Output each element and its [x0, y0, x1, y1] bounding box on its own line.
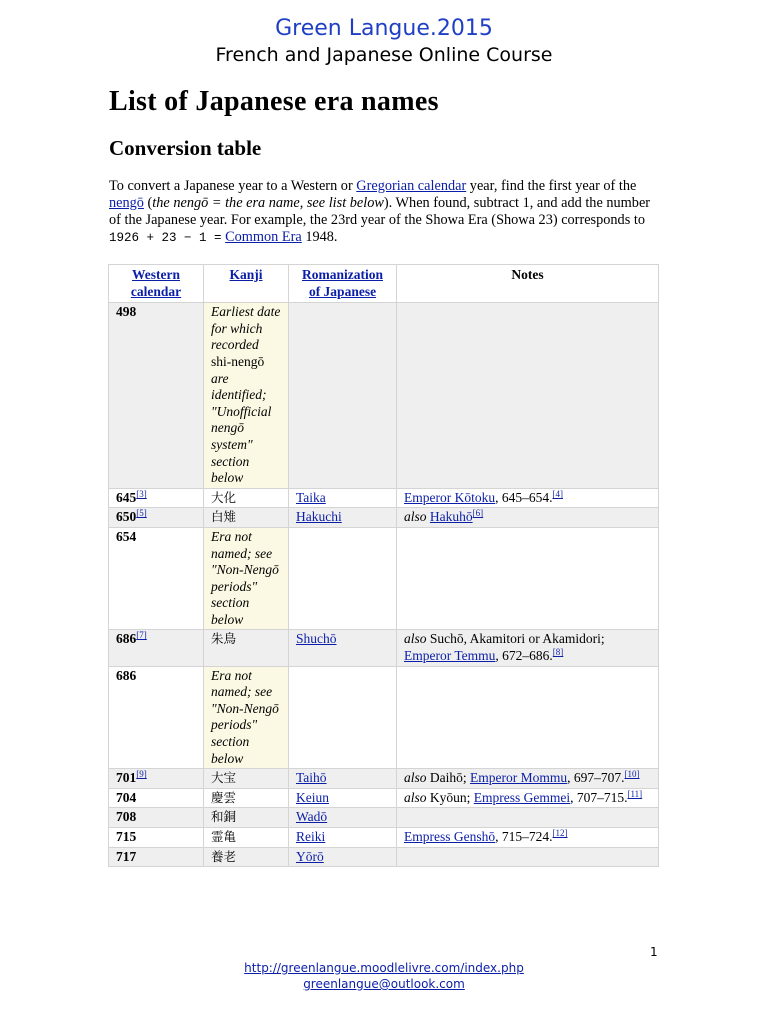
table-row	[109, 788, 659, 808]
year-cell	[109, 508, 204, 528]
romanization-cell	[289, 508, 397, 528]
year-value: 654	[116, 528, 137, 544]
year-value: 715	[116, 829, 137, 844]
year-value: 701	[116, 770, 137, 786]
romanization-cell	[289, 303, 397, 489]
course-title: French and Japanese Online Course	[215, 44, 553, 66]
kanji-cell: 養老	[204, 847, 289, 867]
notes-text-1: Kyōun;	[426, 789, 474, 805]
ref-link[interactable]: [7]	[136, 630, 147, 641]
ref-link[interactable]: [9]	[136, 769, 147, 780]
notes-cell	[397, 769, 659, 789]
romanization-link[interactable]: Hakuchi	[296, 509, 342, 525]
romanization-cell	[289, 527, 397, 630]
romanization-cell	[289, 630, 397, 666]
page-number: 1	[650, 945, 658, 959]
year-value: 704	[116, 789, 137, 805]
notes-italic: also	[404, 789, 427, 805]
header-western[interactable]	[109, 265, 204, 303]
romanization-link[interactable]: Taihō	[296, 770, 327, 786]
year-cell	[109, 527, 204, 630]
ref-link[interactable]: [10]	[624, 769, 640, 780]
year-value: 498	[116, 304, 137, 320]
year-cell	[109, 788, 204, 808]
section-title: Conversion table	[109, 136, 262, 160]
table-row	[109, 666, 659, 769]
year-value: 708	[116, 809, 137, 825]
notes-cell	[397, 788, 659, 808]
romanization-link[interactable]: Yōrō	[296, 848, 324, 864]
kanji-cell: 白雉	[204, 508, 289, 528]
notes-cell	[397, 847, 659, 867]
notes-text-1: Suchō, Akamitori or Akamidori;	[426, 631, 605, 647]
year-cell	[109, 828, 204, 848]
romanization-cell	[289, 828, 397, 848]
romanization-cell	[289, 847, 397, 867]
header-romanization[interactable]	[289, 265, 397, 303]
table-row	[109, 488, 659, 508]
notes-cell	[397, 828, 659, 848]
year-value: 686	[116, 667, 137, 683]
ref-link[interactable]: [8]	[552, 647, 564, 658]
romanization-link[interactable]: Wadō	[296, 809, 328, 825]
intro-italic-note: the nengō = the era name, see list below	[152, 195, 384, 211]
notes-link[interactable]: Emperor Kōtoku	[404, 489, 496, 505]
intro-text-4: ). When found, subtract 1, and add the number of the Japanese year. For example, the 23rd year of the Showa Era (Showa 23) corresponds to	[109, 195, 651, 228]
intro-text-5: 1948.	[301, 229, 338, 245]
notes-cell	[397, 666, 659, 769]
intro-formula: 1926 + 23 − 1 =	[109, 231, 222, 245]
notes-cell	[397, 303, 659, 489]
year-cell	[109, 630, 204, 666]
year-cell	[109, 847, 204, 867]
kanji-note-cell: Era not named; see "Non-Nengō periods" section below	[204, 527, 289, 630]
notes-text: , 715–724.	[495, 829, 553, 844]
year-cell	[109, 666, 204, 769]
notes-link[interactable]: Empress Genshō	[404, 829, 496, 844]
year-value: 645	[116, 489, 137, 505]
ref-link[interactable]: [5]	[136, 508, 147, 519]
year-cell	[109, 303, 204, 489]
romanization-link[interactable]: Taika	[296, 489, 326, 505]
romanization-cell	[289, 488, 397, 508]
page-title: List of Japanese era names	[109, 86, 439, 117]
intro-text-2: year, find the first year of the	[466, 178, 637, 194]
notes-text-1: Daihō;	[426, 770, 471, 786]
kanji-cell: 朱鳥	[204, 630, 289, 666]
kanji-cell: 霊亀	[204, 828, 289, 848]
kanji-note-cell	[204, 303, 289, 489]
notes-link[interactable]: Hakuhō	[429, 509, 473, 525]
intro-paragraph	[109, 178, 661, 247]
ref-link[interactable]: [6]	[472, 508, 484, 519]
intro-text-1: To convert a Japanese year to a Western or	[109, 178, 357, 194]
ref-link[interactable]: [12]	[552, 828, 568, 838]
table-row	[109, 527, 659, 630]
footer-url-link[interactable]: http://greenlangue.moodlelivre.com/index.php	[244, 961, 524, 975]
notes-text: , 707–715.	[570, 789, 628, 805]
nengo-link[interactable]: nengō	[109, 195, 144, 211]
notes-cell	[397, 508, 659, 528]
ref-link[interactable]: [3]	[136, 488, 147, 499]
table-row	[109, 808, 659, 828]
notes-cell	[397, 630, 659, 666]
table-row	[109, 828, 659, 848]
header-notes: Notes	[397, 265, 659, 303]
notes-link[interactable]: Emperor Temmu	[404, 648, 496, 664]
notes-link[interactable]: Emperor Mommu	[470, 770, 568, 786]
year-value: 686	[116, 631, 137, 647]
kanji-cell: 和銅	[204, 808, 289, 828]
notes-italic: also	[404, 509, 427, 525]
notes-italic: also	[404, 631, 427, 647]
kanji-cell: 大化	[204, 488, 289, 508]
kanji-cell: 慶雲	[204, 788, 289, 808]
ref-link[interactable]: [4]	[552, 488, 563, 499]
year-value: 650	[116, 509, 137, 525]
romanization-cell	[289, 788, 397, 808]
table-row	[109, 303, 659, 489]
notes-text: , 672–686.	[495, 648, 553, 664]
table-row	[109, 769, 659, 789]
common-era-link[interactable]: Common Era	[225, 229, 302, 245]
notes-italic: also	[404, 770, 427, 786]
brand-title: Green Langue.2015	[275, 16, 493, 41]
table-header-row	[109, 265, 659, 303]
kanji-note-plain: shi-nengō	[211, 353, 265, 369]
table-row	[109, 630, 659, 666]
romanization-cell	[289, 666, 397, 769]
intro-text-3: (	[143, 195, 153, 211]
notes-cell	[397, 488, 659, 508]
notes-text: , 645–654.	[495, 489, 553, 505]
kanji-note-2: are identified; "Unofficial nengō system" section below	[211, 370, 272, 486]
romanization-link[interactable]: Reiki	[296, 829, 326, 844]
notes-cell	[397, 527, 659, 630]
romanization-link[interactable]: Romanization of Japanese	[302, 267, 383, 299]
year-cell	[109, 769, 204, 789]
kanji-note-cell: Era not named; see "Non-Nengō periods" section below	[204, 666, 289, 769]
header-kanji[interactable]	[204, 265, 289, 303]
kanji-link[interactable]: Kanji	[229, 267, 263, 282]
notes-text: , 697–707.	[567, 770, 625, 786]
notes-link[interactable]: Empress Gemmei	[473, 789, 571, 805]
romanization-link[interactable]: Keiun	[296, 789, 329, 805]
kanji-cell: 大宝	[204, 769, 289, 789]
year-cell	[109, 808, 204, 828]
romanization-cell	[289, 808, 397, 828]
table-row	[109, 847, 659, 867]
year-value: 717	[116, 848, 137, 864]
notes-cell	[397, 808, 659, 828]
table-row	[109, 508, 659, 528]
romanization-cell	[289, 769, 397, 789]
gregorian-calendar-link[interactable]: Gregorian calendar	[356, 178, 467, 194]
ref-link[interactable]: [11]	[627, 788, 643, 799]
conversion-table	[108, 264, 659, 867]
kanji-note: Earliest date for which recorded	[211, 304, 281, 353]
footer-email-link[interactable]: greenlangue@outlook.com	[303, 977, 465, 991]
romanization-link[interactable]: Shuchō	[296, 631, 337, 647]
western-calendar-link[interactable]: Western calendar	[130, 267, 182, 299]
year-cell	[109, 488, 204, 508]
